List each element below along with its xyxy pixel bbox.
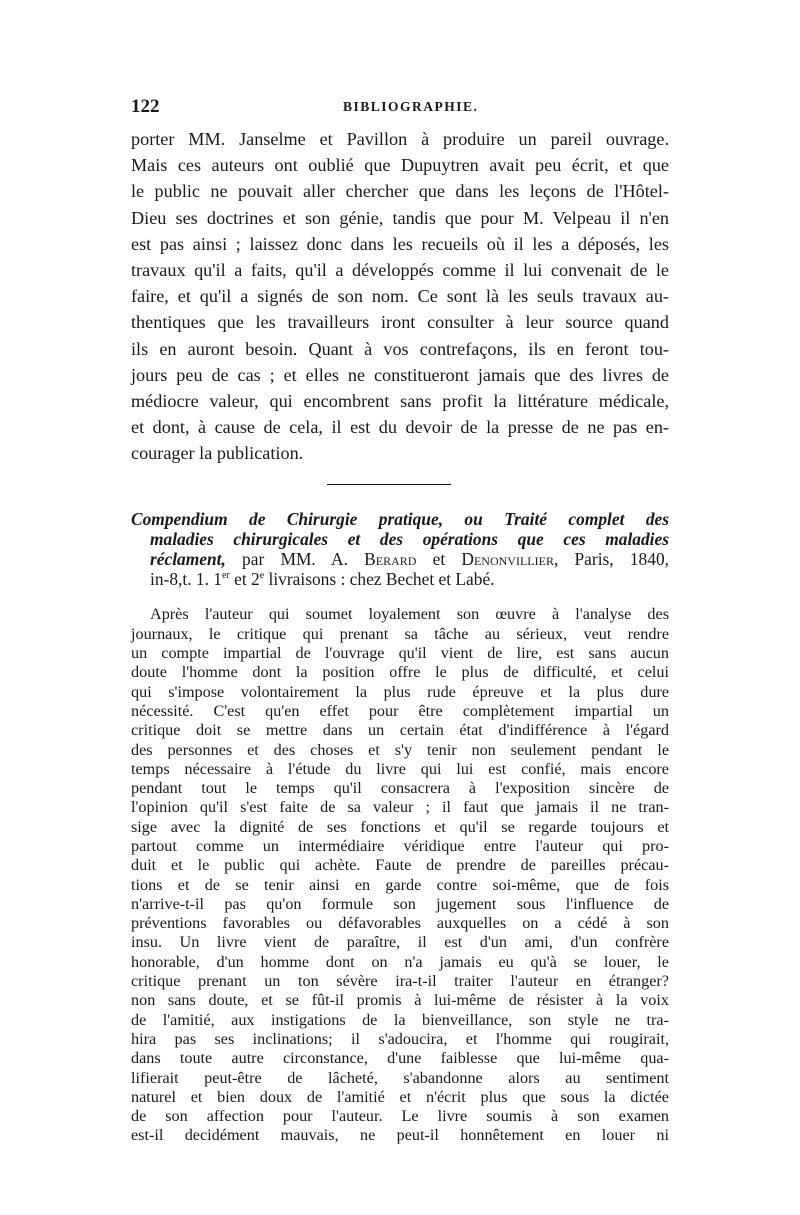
entry-text: par MM. A.: [225, 549, 365, 570]
text-line: tions et de se tenir ainsi en garde contre soi-même, que de fois: [131, 875, 669, 894]
text-line: est pas ainsi ; laissez donc dans les recueils où il les a déposés, les: [131, 233, 669, 254]
text-line: de son affection pour l'auteur. Le livre soumis à son examen: [131, 1107, 669, 1126]
text-line: lifierait peut-être de lâcheté, s'abandonne alors au sentiment: [131, 1068, 669, 1087]
intro-paragraph: [131, 126, 669, 466]
superscript: e: [259, 570, 265, 582]
entry-title-end: réclament,: [150, 549, 226, 570]
text-line: Après l'auteur qui soumet loyalement son œuvre à l'analyse des: [150, 605, 669, 624]
text-line: travaux qu'il a faits, qu'il a développés comme il lui convenait de le: [131, 259, 669, 280]
text-line: Dieu ses doctrines et son génie, tandis que pour M. Velpeau il n'en: [131, 207, 669, 228]
review-paragraph: [131, 605, 669, 1145]
text-line: préventions favorables ou défavorables auxquelles on a cédé à son: [131, 914, 669, 933]
text-line: sige avec la dignité de ses fonctions et qu'il se regarde toujours et: [131, 817, 669, 836]
text-line: temps nécessaire à l'étude du livre qui lui est confié, mais encore: [131, 759, 669, 778]
text-line: le public ne pouvait aller chercher que dans les leçons de l'Hôtel-: [131, 181, 669, 202]
text-line: insu. Un livre vient de paraître, il est d'un ami, d'un confrère: [131, 933, 669, 952]
text-line: n'arrive-t-il pas qu'on formule son jugement sous l'influence de: [131, 894, 669, 913]
entry-authors-line: [131, 549, 669, 569]
text-line: partout comme un intermédiaire véridique entre l'auteur qui pro-: [131, 837, 669, 855]
entry-text: et: [416, 549, 462, 570]
text-line: médiocre valeur, qui encombrent sans profit la littérature médicale,: [131, 390, 669, 411]
text-line: journaux, le critique qui prenant sa tâche au sérieux, veut rendre: [131, 624, 669, 643]
text-line: pendant tout le temps qu'il consacrera à l'exposition sincère de: [131, 779, 669, 798]
entry-text: et 2: [229, 569, 260, 590]
text-line: qui s'impose volontairement la plus rude épreuve et la plus dure: [131, 682, 669, 701]
text-line: faire, et qu'il a signés de son nom. Ce sont là les seuls travaux au-: [131, 286, 669, 307]
section-divider: [327, 484, 451, 485]
text-line: un compte impartial de l'ouvrage qu'il vient de lire, est sans aucun: [131, 644, 669, 663]
book-page: [131, 96, 669, 1146]
text-line: doute l'homme dont la position offre le plus de difficulté, et celui: [131, 663, 669, 682]
entry-title-line: maladies chirurgicales et des opérations que ces maladies: [150, 529, 669, 550]
text-line: hira pas ses inclinations; il s'adoucira, et l'homme qui rougirait,: [131, 1029, 669, 1048]
bibliographic-entry: [131, 509, 669, 589]
text-line: l'opinion qu'il s'est faite de sa valeur ; il faut que jamais il ne tran-: [131, 798, 669, 817]
text-line: courager la publication.: [131, 443, 304, 464]
author-name: Denonvillier: [461, 549, 554, 570]
entry-text: in-8,t. 1. 1: [150, 569, 222, 590]
text-line: thentiques que les travailleurs iront consulter à leur source quand: [131, 312, 669, 333]
text-line: honorable, d'un homme dont on n'a jamais eu qu'à se louer, le: [131, 952, 669, 971]
text-line: et dont, à cause de cela, il est du devoir de la presse de ne pas en-: [131, 417, 669, 438]
running-title: BIBLIOGRAPHIE.: [343, 99, 479, 114]
text-line: nécessité. C'est qu'en effet pour être complètement impartial un: [131, 701, 669, 720]
author-name: Berard: [364, 549, 417, 570]
text-line: de l'amitié, aux instigations de la bienveillance, son style ne tra-: [131, 1010, 669, 1029]
text-line: naturel et bien doux de l'amitié et n'écrit plus que sous la dictée: [131, 1087, 669, 1106]
text-line: ils en auront besoin. Quant à vos contrefaçons, ils en feront tou-: [131, 338, 669, 359]
entry-title-line: Compendium de Chirurgie pratique, ou Traité complet des: [131, 509, 669, 530]
superscript: er: [221, 570, 230, 582]
text-line: critique prenant un ton sévère ira-t-il traiter l'auteur en étranger?: [131, 972, 669, 991]
entry-text: livraisons : chez Bechet et Labé.: [264, 569, 495, 590]
text-line: dans toute autre circonstance, d'une faiblesse que lui-même qua-: [131, 1049, 669, 1068]
text-line: duit et le public qui achète. Faute de prendre de pareilles précau-: [131, 856, 669, 875]
entry-publication-line: [131, 569, 669, 589]
text-line: porter MM. Janselme et Pavillon à produire un pareil ouvrage.: [131, 129, 669, 149]
text-line: critique doit se mettre dans un certain état d'indifférence à l'égard: [131, 721, 669, 740]
text-line: Mais ces auteurs ont oublié que Dupuytren avait peu écrit, et que: [131, 155, 669, 176]
text-line: jours peu de cas ; et elles ne constitueront jamais que des livres de: [131, 364, 669, 385]
running-head: [131, 96, 669, 120]
entry-text: , Paris, 1840,: [553, 549, 669, 570]
text-line: des personnes et des choses et s'y tenir non seulement pendant le: [131, 740, 669, 759]
text-line: est-il decidément mauvais, ne peut-il honnêtement en louer ni: [131, 1126, 669, 1145]
page-number: 122: [131, 96, 160, 117]
text-line: non sans doute, et se fût-il promis à lui-même de résister à la voix: [131, 991, 669, 1010]
